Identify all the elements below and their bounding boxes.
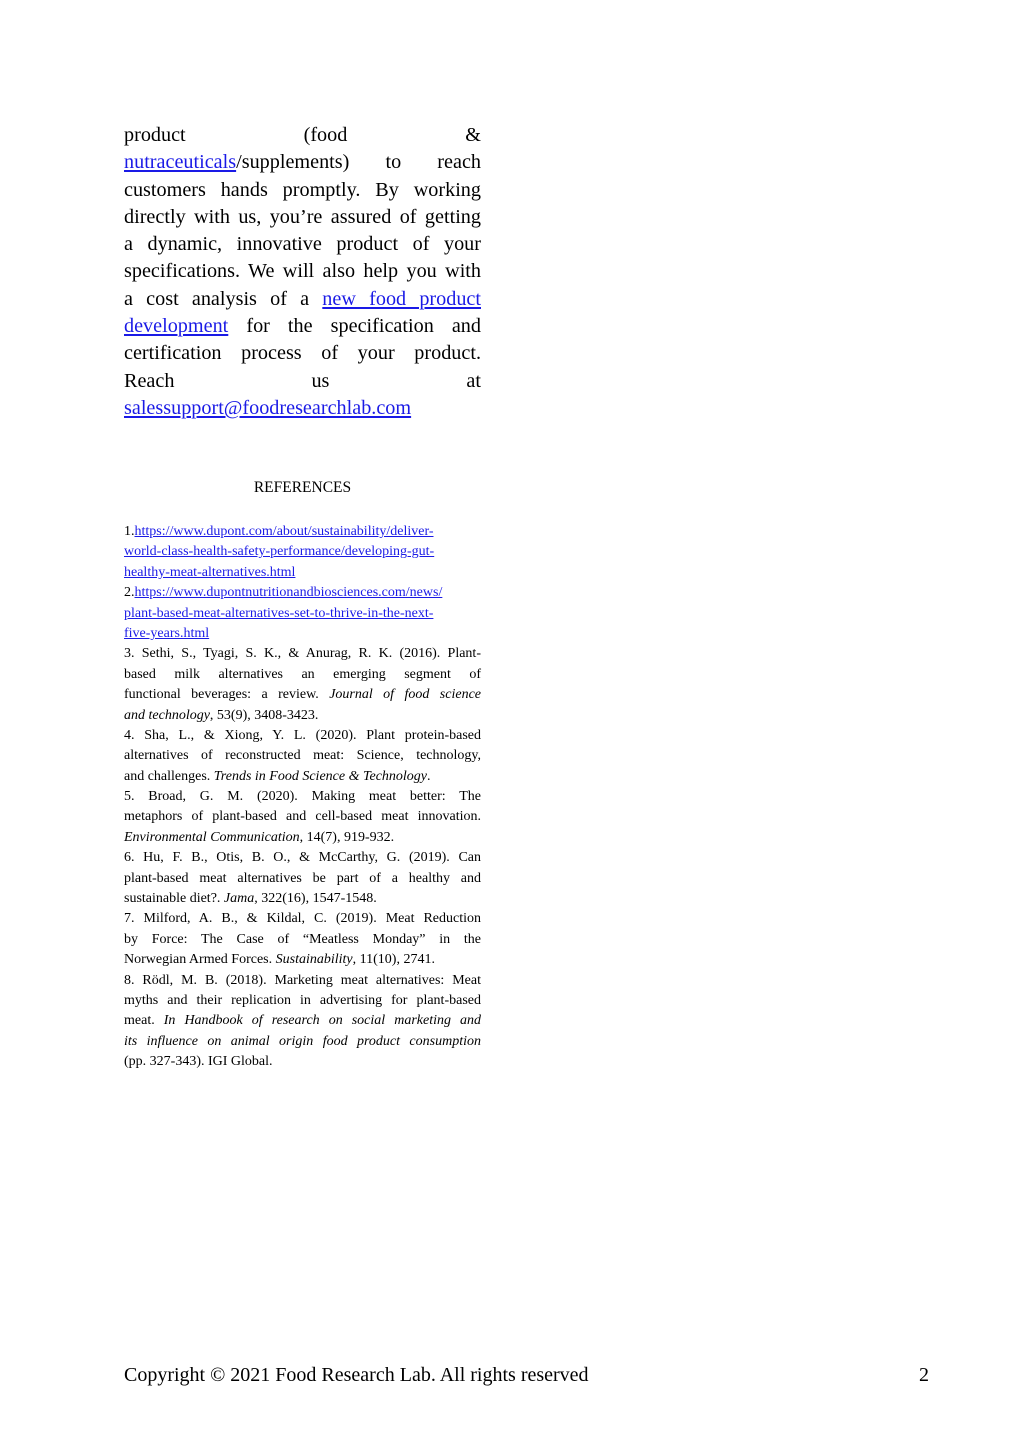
ref-journal: Sustainability bbox=[275, 952, 353, 968]
body-line bbox=[124, 395, 481, 422]
reference-line bbox=[124, 563, 481, 583]
body-line: customers hands promptly. By working bbox=[124, 178, 481, 201]
body-line bbox=[124, 368, 481, 395]
copyright-text: Copyright © 2021 Food Research Lab. All rights reserved bbox=[124, 1364, 589, 1386]
reference-line bbox=[124, 889, 481, 909]
reference-line: 3. Sethi, S., Tyagi, S. K., & Anurag, R. K. (2016). Plant- bbox=[124, 646, 481, 662]
development-link[interactable]: development bbox=[124, 315, 229, 338]
reference-line bbox=[124, 1011, 481, 1031]
ref-text: , 322(16), 1547-1548. bbox=[254, 891, 377, 907]
reference-line: plant-based meat alternatives be part of a healthy and bbox=[124, 870, 481, 886]
reference-line: by Force: The Case of “Meatless Monday” in the bbox=[124, 931, 481, 947]
ref-journal: and technology bbox=[124, 707, 210, 723]
reference-line: 6. Hu, F. B., Otis, B. O., & McCarthy, G. (2019). Can bbox=[124, 850, 481, 866]
reference-line: metaphors of plant-based and cell-based meat innovation. bbox=[124, 809, 481, 825]
reference-line: myths and their replication in advertising for plant-based bbox=[124, 992, 481, 1008]
word: reach bbox=[437, 151, 481, 174]
body-line bbox=[124, 313, 481, 340]
reference-line: 7. Milford, A. B., & Kildal, C. (2019). Meat Reduction bbox=[124, 911, 481, 927]
body-text: a cost analysis of a bbox=[124, 287, 310, 310]
page-number: 2 bbox=[919, 1364, 929, 1386]
reference-line bbox=[124, 828, 481, 848]
word: us bbox=[311, 369, 330, 392]
body-line bbox=[124, 149, 481, 176]
reference-line bbox=[124, 604, 481, 624]
ref-text: functional beverages: a review. bbox=[124, 687, 319, 703]
word: product bbox=[124, 124, 186, 146]
word-group bbox=[124, 149, 349, 176]
ref-text: sustainable diet?. bbox=[124, 891, 221, 907]
reference-link[interactable]: world-class-health-safety-performance/developing-gut- bbox=[124, 544, 435, 560]
reference-line bbox=[124, 950, 481, 970]
ref-text: meat. bbox=[124, 1013, 155, 1029]
reference-line bbox=[124, 583, 481, 603]
body-line bbox=[124, 286, 481, 313]
ref-text: , 11(10), 2741. bbox=[352, 952, 435, 968]
reference-line: (pp. 327-343). IGI Global. bbox=[124, 1054, 273, 1070]
reference-link[interactable]: plant-based-meat-alternatives-set-to-thrive-in-the-next- bbox=[124, 605, 434, 621]
word: & bbox=[465, 124, 481, 146]
ref-book: In Handbook of research on social marketing and bbox=[163, 1013, 481, 1029]
reference-line: 4. Sha, L., & Xiong, Y. L. (2020). Plant protein-based bbox=[124, 727, 481, 743]
reference-link[interactable]: https://www.dupontnutritionandbiosciences.com/news/ bbox=[134, 585, 443, 601]
page-footer bbox=[124, 1362, 929, 1388]
new-food-product-link[interactable]: new food product bbox=[322, 287, 481, 310]
ref-journal: Jama bbox=[223, 891, 255, 907]
ref-journal: Environmental Communication bbox=[124, 829, 300, 845]
reference-line bbox=[124, 624, 481, 644]
reference-link[interactable]: healthy-meat-alternatives.html bbox=[124, 564, 296, 580]
word: Reach bbox=[124, 369, 175, 392]
body-line: directly with us, you’re assured of getting bbox=[124, 205, 481, 228]
reference-line bbox=[124, 706, 481, 726]
reference-line: 8. Rödl, M. B. (2018). Marketing meat alternatives: Meat bbox=[124, 972, 481, 988]
word: (food bbox=[303, 124, 348, 146]
word: at bbox=[466, 369, 481, 392]
body-text: for the specification and bbox=[246, 315, 481, 338]
word: to bbox=[385, 151, 402, 174]
reference-line bbox=[124, 685, 481, 705]
references-list bbox=[124, 522, 481, 1073]
reference-line: based milk alternatives an emerging segment of bbox=[124, 666, 481, 682]
email-link[interactable]: salessupport@foodresearchlab.com bbox=[124, 396, 412, 419]
ref-book: its influence on animal origin food product consumption bbox=[124, 1033, 481, 1049]
body-line bbox=[124, 122, 481, 149]
reference-link[interactable]: https://www.dupont.com/about/sustainability/deliver- bbox=[134, 524, 434, 539]
ref-text: , 53(9), 3408-3423. bbox=[209, 707, 319, 723]
body-paragraph bbox=[124, 122, 481, 422]
reference-line bbox=[124, 522, 481, 542]
reference-line bbox=[124, 767, 481, 787]
reference-line: alternatives of reconstructed meat: Science, technology, bbox=[124, 748, 481, 764]
ref-text: , 14(7), 919-932. bbox=[299, 829, 395, 845]
word: /supplements) bbox=[236, 151, 350, 174]
ref-journal: Journal of food science bbox=[329, 687, 481, 703]
ref-number: 2. bbox=[124, 585, 135, 601]
ref-journal: Trends in Food Science & Technology bbox=[213, 768, 428, 784]
reference-line bbox=[124, 1032, 481, 1052]
reference-line: 5. Broad, G. M. (2020). Making meat better: The bbox=[124, 789, 481, 805]
reference-line bbox=[124, 542, 481, 562]
body-line: certification process of your product. bbox=[124, 342, 481, 365]
body-line: a dynamic, innovative product of your bbox=[124, 233, 481, 256]
body-line: specifications. We will also help you with bbox=[124, 260, 481, 283]
nutraceuticals-link[interactable]: nutraceuticals bbox=[124, 151, 237, 174]
references-heading: REFERENCES bbox=[253, 479, 352, 496]
ref-text: . bbox=[427, 768, 431, 784]
ref-text: and challenges. bbox=[124, 768, 211, 784]
ref-number: 1. bbox=[124, 524, 135, 539]
reference-link[interactable]: five-years.html bbox=[124, 625, 210, 641]
ref-text: Norwegian Armed Forces. bbox=[124, 952, 273, 968]
